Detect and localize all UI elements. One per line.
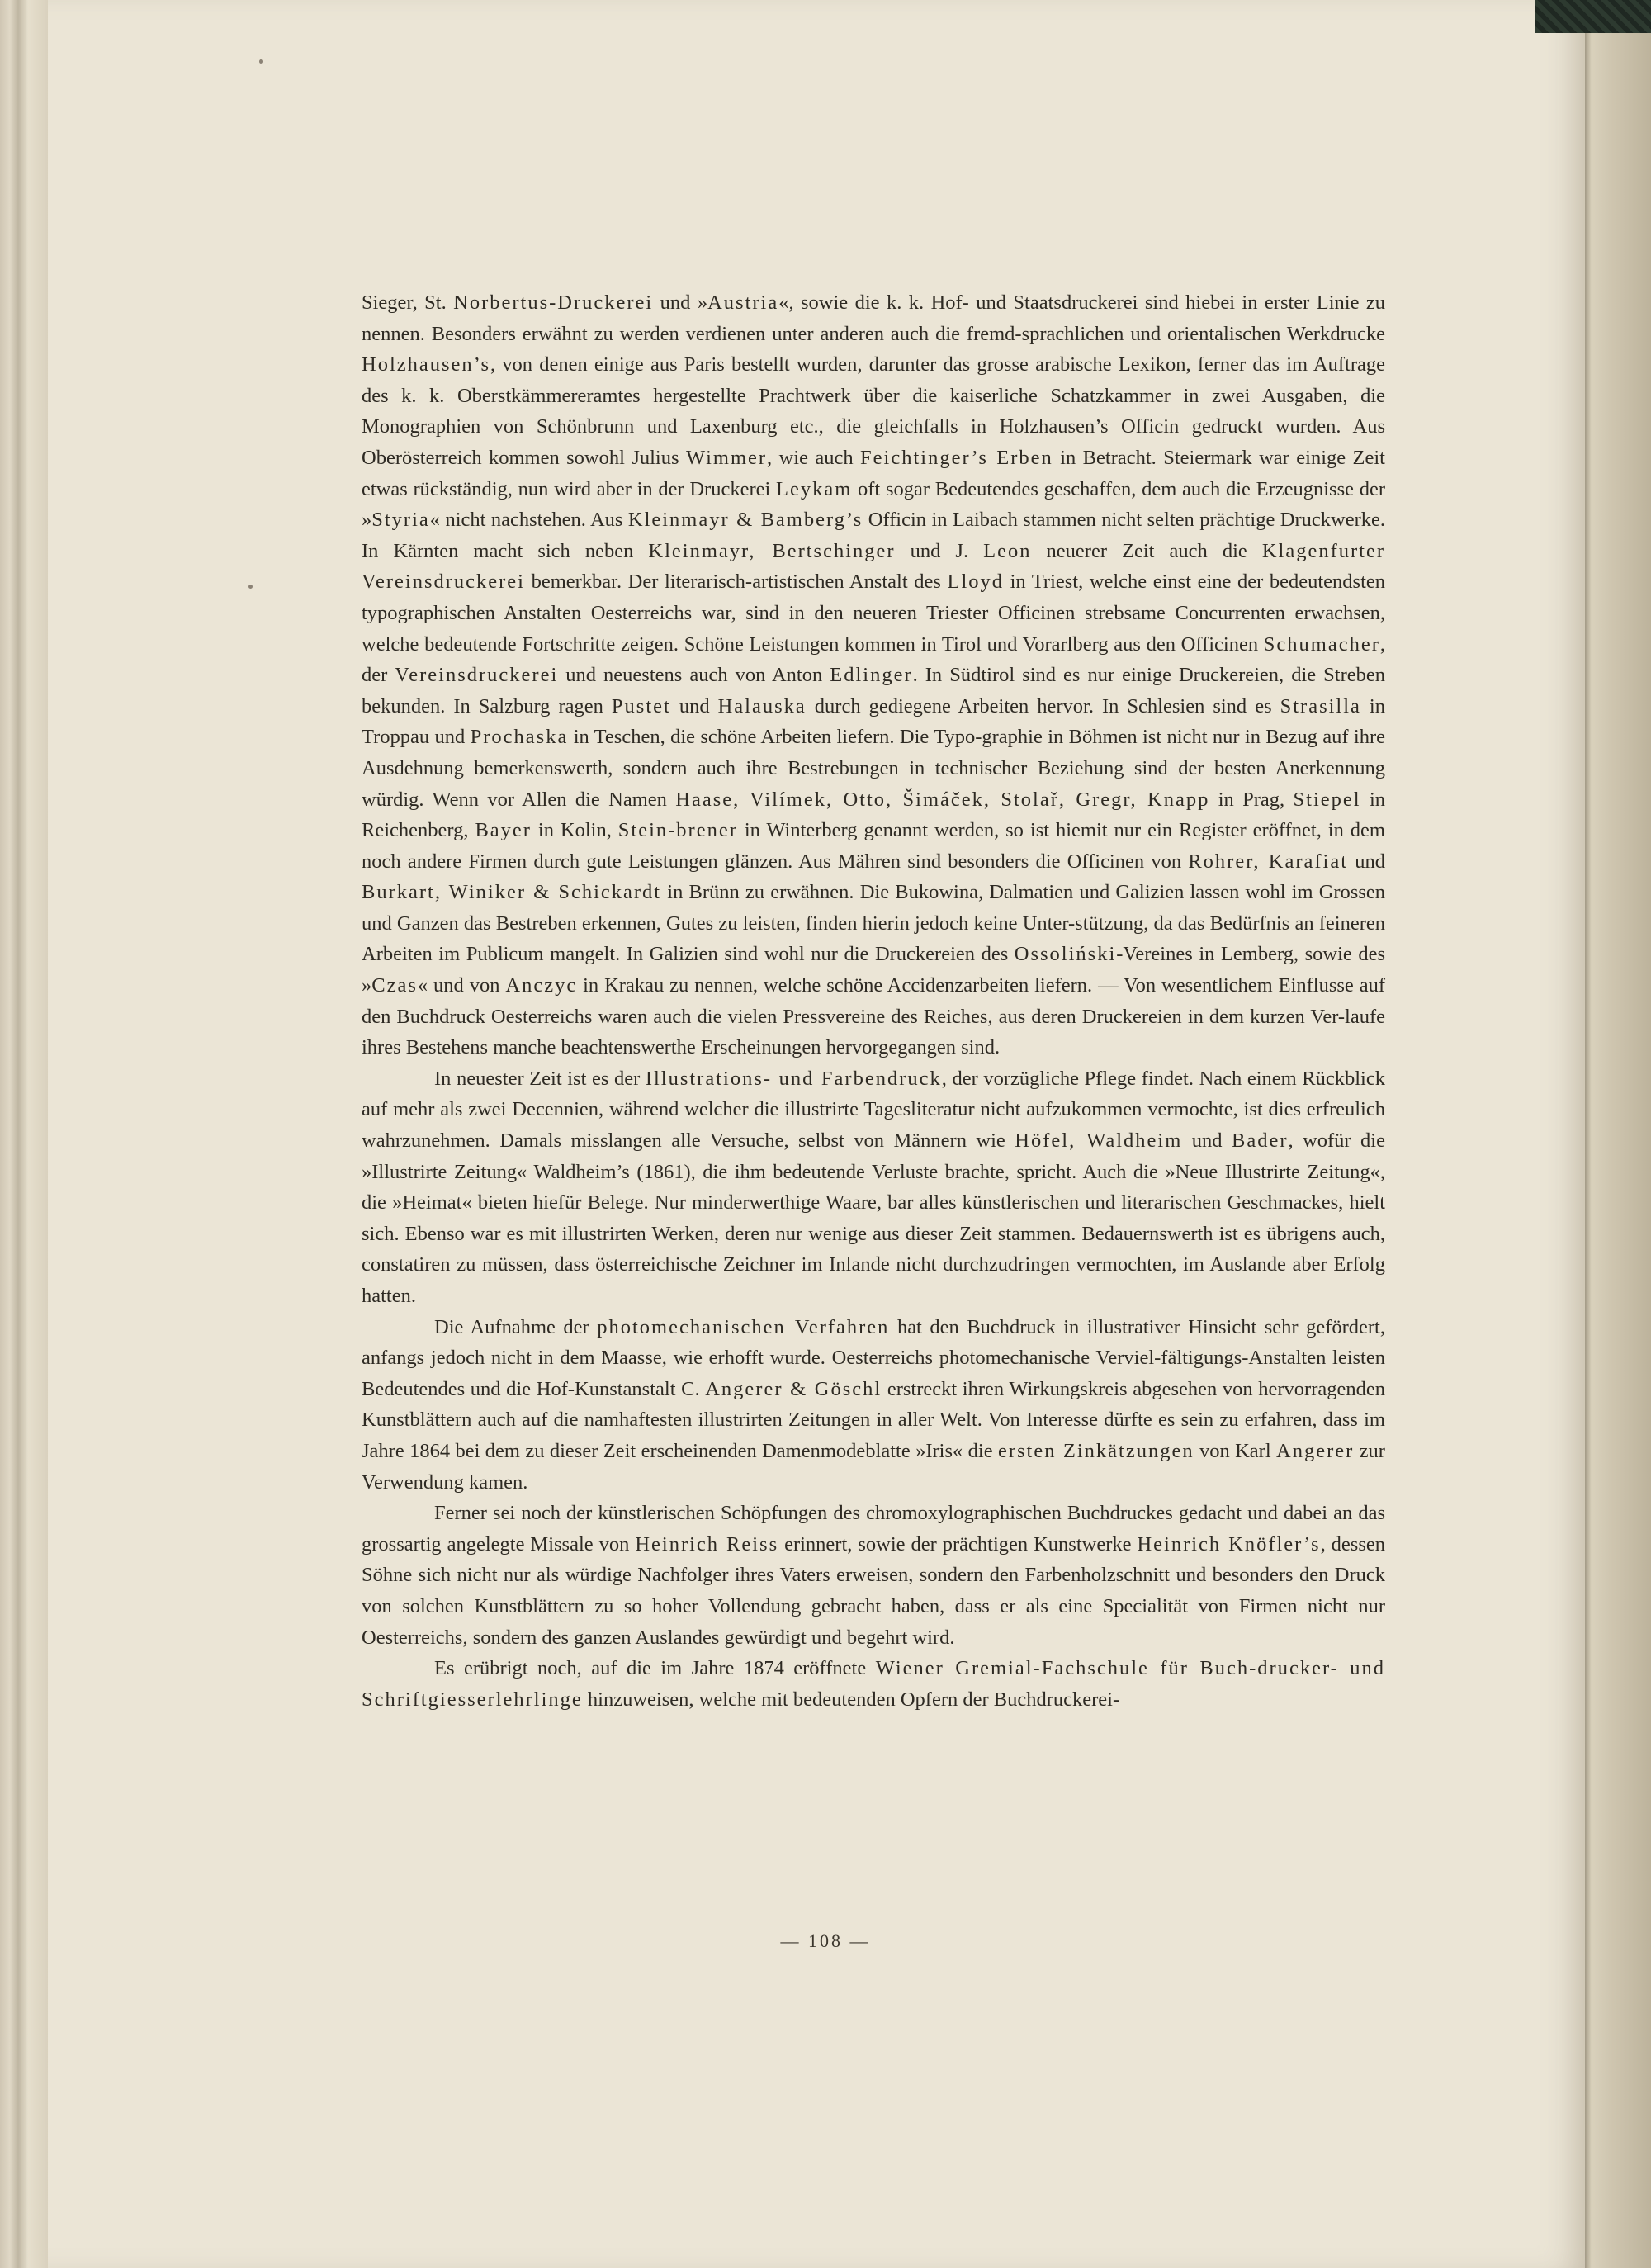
spaced-name: Burkart, Winiker & Schickardt <box>362 881 662 904</box>
paragraph: Die Aufnahme der photomechanischen Verfahren hat den Buchdruck in illustrativer Hinsicht sehr gefördert, anfangs jedoch nicht in dem Maasse, wie erhofft wurde. Oesterreichs photomechanische Verviel-fältigungs-Anstalten leisten Bedeutendes und die Hof-Kunstanstalt C. Angerer & Göschl erstreckt ihren Wirkungskreis abgesehen von hervorragenden Kunstblättern auch auf die namhaftesten illustrirten Zeitungen in aller Welt. Von Interesse dürfte es sein zu erfahren, dass im Jahre 1864 bei dem zu dieser Zeit erscheinenden Damenmodeblatte »Iris« die ersten Zinkätzungen von Karl Angerer zur Verwendung kamen. <box>362 1315 1385 1494</box>
spaced-name: Bader <box>1231 1129 1289 1153</box>
spaced-name: Bayer <box>475 819 532 842</box>
spaced-name: Heinrich Knöfler’s <box>1137 1532 1321 1555</box>
paragraph: In neuester Zeit ist es der Illustrations- und Farbendruck, der vorzügliche Pflege findet. Nach einem Rückblick auf mehr als zwei Decennien, während welcher die illustrirte Tagesliteratur nicht aufzukommen vermochte, ist dies erfreulich wahrzunehmen. Damals misslangen alle Versuche, selbst von Männern wie Höfel, Waldheim und Bader, wofür die »Illustrirte Zeitung« Waldheim’s (1861), die ihm bedeutende Verluste brachte, spricht. Auch die »Neue Illustrirte Zeitung«, die »Heimat« bieten hiefür Belege. Nur minderwerthige Waare, bar alles künstlerischen und literarischen Geschmackes, hielt sich. Ebenso war es mit illustrirten Werken, deren nur wenige aus dieser Zeit stammen. Bedauernswerth ist es übrigens auch, constatiren zu müssen, dass österreichische Zeichner im Inlande nicht durchzudringen vermochten, im Auslande aber Erfolg hatten. <box>362 1067 1385 1307</box>
spaced-name: Holzhausen’s <box>362 353 490 376</box>
spaced-name: Haase, Vilímek, Otto, Šimáček, Stolař, Gregr, Knapp <box>675 788 1210 811</box>
spaced-name: Leykam <box>776 477 853 500</box>
paper-speck <box>259 59 263 64</box>
spaced-name: Pustet <box>611 694 671 717</box>
spaced-name: Wiener Gremial-Fachschule für Buch-drucker- und Schriftgiesserlehrlinge <box>362 1657 1385 1711</box>
spaced-name: Ossoliński <box>1014 943 1117 966</box>
spaced-name: Klagenfurter Vereinsdruckerei <box>362 539 1385 594</box>
spaced-name: Angerer <box>1276 1439 1355 1462</box>
spaced-name: ersten Zinkätzungen <box>997 1439 1194 1462</box>
spaced-name: Lloyd <box>947 571 1005 594</box>
spaced-name: Höfel, Waldheim <box>1015 1129 1183 1153</box>
spaced-name: Heinrich Reiss <box>635 1532 779 1555</box>
spaced-name: Prochaska <box>470 726 569 749</box>
spaced-name: Anczyc <box>505 974 578 997</box>
spaced-name: Illustrations- und Farbendruck <box>645 1067 942 1090</box>
paragraph: Es erübrigt noch, auf die im Jahre 1874 eröffnete Wiener Gremial-Fachschule für Buch-drucker- und Schriftgiesserlehrlinge hinzuweisen, welche mit bedeutenden Opfern der Buchdruckerei- <box>362 1657 1385 1711</box>
paragraph: Ferner sei noch der künstlerischen Schöpfungen des chromoxylographischen Buchdruckes gedacht und dabei an das grossartig angelegte Missale von Heinrich Reiss erinnert, sowie der prächtigen Kunstwerke Heinrich Knöfler’s, dessen Söhne sich nicht nur als würdige Nachfolger ihres Vaters erweisen, sondern den Farbenholzschnitt und besonders den Druck von solchen Kunstblättern zu so hoher Vollendung gebracht haben, dass er als eine Specialität von Firmen nicht nur Oesterreichs, sondern des ganzen Auslandes gewürdigt und begehrt wird. <box>362 1502 1385 1649</box>
paragraph: Sieger, St. Norbertus-Druckerei und »Austria«, sowie die k. k. Hof- und Staatsdruckerei sind hiebei in erster Linie zu nennen. Besonders erwähnt zu werden verdienen unter anderen auch die fremd-sprachlichen und orientalischen Werkdrucke Holzhausen’s, von denen einige aus Paris bestellt wurden, darunter das grosse arabische Lexikon, ferner das im Auftrage des k. k. Oberstkämmereramtes hergestellte Prachtwerk über die kaiserliche Schatzkammer in zwei Ausgaben, die Monographien von Schönbrunn und Laxenburg etc., die gleichfalls in Holzhausen’s Officin gedruckt wurden. Aus Oberösterreich kommen sowohl Julius Wimmer, wie auch Feichtinger’s Erben in Betracht. Steiermark war einige Zeit etwas rückständig, nun wird aber in der Druckerei Leykam oft sogar Bedeutendes geschaffen, dem auch die Erzeugnisse der »Styria« nicht nachstehen. Aus Kleinmayr & Bamberg’s Officin in Laibach stammen nicht selten prächtige Druckwerke. In Kärnten macht sich neben Kleinmayr, Bertschinger und J. Leon neuerer Zeit auch die Klagenfurter Vereinsdruckerei bemerkbar. Der literarisch-artistischen Anstalt des Lloyd in Triest, welche einst eine der bedeutendsten typographischen Anstalten Oesterreichs war, sind in den neueren Triester Officinen strebsame Concurrenten erwachsen, welche bedeutende Fortschritte zeigen. Schöne Leistungen kommen in Tirol und Vorarlberg aus den Officinen Schumacher, der Vereinsdruckerei und neuestens auch von Anton Edlinger. In Südtirol sind es nur einige Druckereien, die Streben bekunden. In Salzburg ragen Pustet und Halauska durch gediegene Arbeiten hervor. In Schlesien sind es Strasilla in Troppau und Prochaska in Teschen, die schöne Arbeiten liefern. Die Typo-graphie in Böhmen ist nicht nur in Bezug auf ihre Ausdehnung bemerkenswerth, sondern auch ihre Bestrebungen in technischer Beziehung sind der besten Anerkennung würdig. Wenn vor Allen die Namen Haase, Vilímek, Otto, Šimáček, Stolař, Gregr, Knapp in Prag, Stiepel in Reichenberg, Bayer in Kolin, Stein-brener in Winterberg genannt werden, so ist hiemit nur ein Register eröffnet, in dem noch andere Firmen durch gute Leistungen glänzen. Aus Mähren sind besonders die Officinen von Rohrer, Karafiat und Burkart, Winiker & Schickardt in Brünn zu erwähnen. Die Bukowina, Dalmatien und Galizien lassen wohl im Grossen und Ganzen das Bestreben erkennen, Gutes zu leisten, finden hierin jedoch keine Unter-stützung, da das Bedürfnis an feineren Arbeiten im Publicum mangelt. In Galizien sind wohl nur die Druckereien des Ossoliński-Vereines in Lemberg, sowie des »Czas« und von Anczyc in Krakau zu nennen, welche schöne Accidenzarbeiten liefern. — Von wesentlichem Einflusse auf den Buchdruck Oesterreichs waren auch die vielen Pressvereine des Reiches, aus deren Druckereien in dem kurzen Ver-laufe ihres Bestehens manche beachtenswerthe Erscheinungen hervorgegangen sind. <box>362 291 1386 1059</box>
spaced-name: Norbertus-Druckerei <box>453 291 654 314</box>
spaced-name: Schumacher <box>1263 632 1380 656</box>
spaced-name: Vereinsdruckerei <box>395 664 559 687</box>
spaced-name: Feichtinger’s Erben <box>860 446 1053 469</box>
cover-binding-strip <box>1535 0 1651 33</box>
book-right-board <box>1585 0 1651 2268</box>
spaced-name: Strasilla <box>1280 694 1361 717</box>
page-number: — 108 — <box>780 1930 871 1951</box>
spaced-name: Austria <box>707 291 779 314</box>
spaced-name: Stein-brener <box>617 819 738 842</box>
body-text <box>362 287 1385 1715</box>
spaced-name: Kleinmayr, Bertschinger <box>648 539 896 562</box>
spaced-name: Angerer & Göschl <box>705 1377 882 1400</box>
spaced-name: Halauska <box>717 694 807 717</box>
spaced-name: Rohrer, Karafiat <box>1188 850 1349 873</box>
book-left-edge <box>0 0 48 2268</box>
spaced-name: photomechanischen Verfahren <box>597 1315 890 1338</box>
paper-speck <box>248 585 253 589</box>
spaced-name: Stiepel <box>1293 788 1361 811</box>
spaced-name: Leon <box>983 539 1032 562</box>
spaced-name: Wimmer <box>685 446 768 469</box>
spaced-name: Styria <box>371 509 430 532</box>
spaced-name: Kleinmayr & Bamberg’s <box>627 509 863 532</box>
spaced-name: Czas <box>371 974 418 997</box>
spaced-name: Edlinger <box>830 664 913 687</box>
